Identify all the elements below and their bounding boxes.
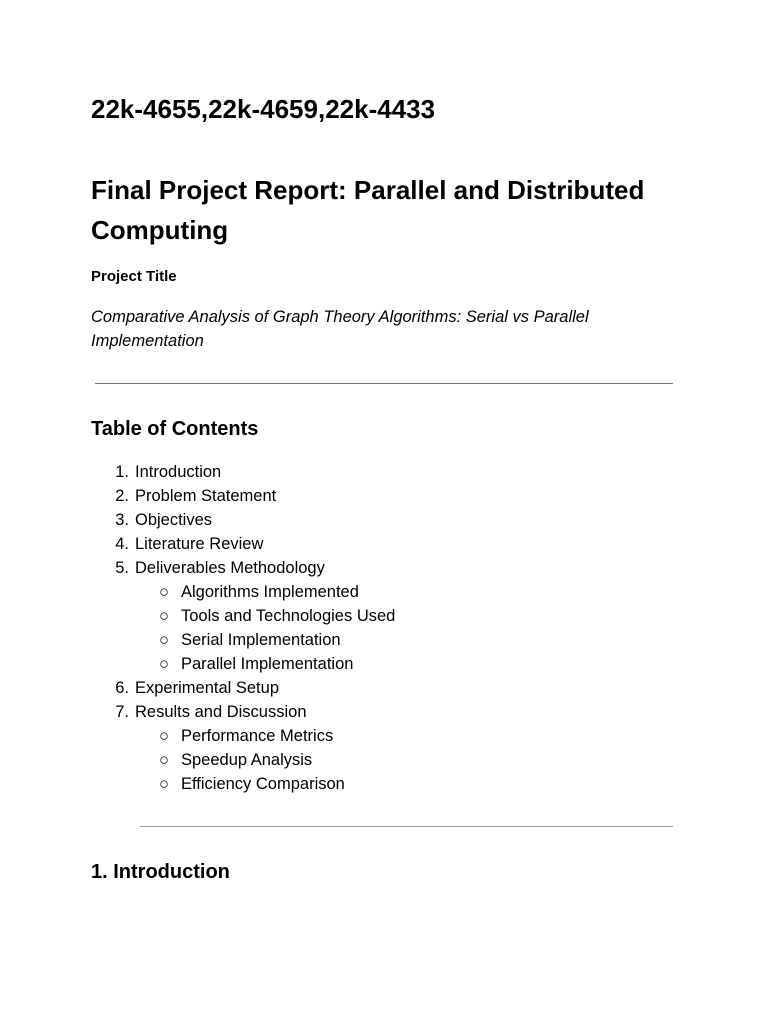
toc-subitem-efficiency-comparison: [91, 772, 395, 796]
toc-item-results-discussion: [91, 700, 395, 724]
horizontal-divider: [95, 383, 673, 384]
toc-sublabel: Parallel Implementation: [181, 655, 354, 673]
toc-sublabel: Algorithms Implemented: [181, 583, 359, 601]
toc-sublabel: Performance Metrics: [181, 727, 334, 745]
hollow-circle-bullet-icon: ○: [159, 655, 169, 673]
toc-item-literature-review: [91, 532, 395, 556]
toc-label: Problem Statement: [135, 487, 277, 505]
toc-number: 5.: [115, 559, 129, 577]
toc-item-introduction: [91, 460, 395, 484]
toc-sublabel: Efficiency Comparison: [181, 775, 345, 793]
student-ids-heading: 22k-4655,22k-4659,22k-4433: [91, 94, 436, 124]
hollow-circle-bullet-icon: ○: [159, 583, 169, 601]
toc-sublabel: Serial Implementation: [181, 631, 341, 649]
toc-number: 7.: [115, 703, 129, 721]
hollow-circle-bullet-icon: ○: [159, 631, 169, 649]
toc-label: Deliverables Methodology: [135, 559, 325, 577]
horizontal-divider: [140, 826, 673, 827]
hollow-circle-bullet-icon: ○: [159, 727, 169, 745]
toc-subitem-algorithms-implemented: [91, 580, 395, 604]
toc-sublabel: Speedup Analysis: [181, 751, 313, 769]
toc-label: Experimental Setup: [135, 679, 279, 697]
toc-subitem-serial-implementation: [91, 628, 395, 652]
report-title: Final Project Report: Parallel and Distributed Computing: [91, 175, 645, 245]
hollow-circle-bullet-icon: ○: [159, 751, 169, 769]
hollow-circle-bullet-icon: ○: [159, 775, 169, 793]
toc-number: 1.: [115, 463, 129, 481]
toc-item-objectives: [91, 508, 395, 532]
toc-label: Results and Discussion: [135, 703, 307, 721]
toc-subitem-speedup-analysis: [91, 748, 395, 772]
toc-subitem-performance-metrics: [91, 724, 395, 748]
toc-heading: Table of Contents: [91, 418, 259, 440]
toc-item-deliverables-methodology: [91, 556, 395, 580]
toc-number: 4.: [115, 535, 129, 553]
toc-list: [91, 460, 395, 796]
project-title-text: Comparative Analysis of Graph Theory Algorithms: Serial vs Parallel Implementation: [91, 308, 589, 350]
toc-subitem-parallel-implementation: [91, 652, 395, 676]
section-heading-introduction: 1. Introduction: [91, 861, 230, 883]
project-title-label: Project Title: [91, 268, 177, 285]
toc-number: 3.: [115, 511, 129, 529]
toc-label: Literature Review: [135, 535, 264, 553]
toc-number: 2.: [115, 487, 129, 505]
toc-label: Objectives: [135, 511, 213, 529]
toc-sublabel: Tools and Technologies Used: [181, 607, 396, 625]
toc-number: 6.: [115, 679, 129, 697]
toc-item-problem-statement: [91, 484, 395, 508]
hollow-circle-bullet-icon: ○: [159, 607, 169, 625]
toc-subitem-tools-technologies: [91, 604, 395, 628]
toc-item-experimental-setup: [91, 676, 395, 700]
toc-label: Introduction: [135, 463, 222, 481]
